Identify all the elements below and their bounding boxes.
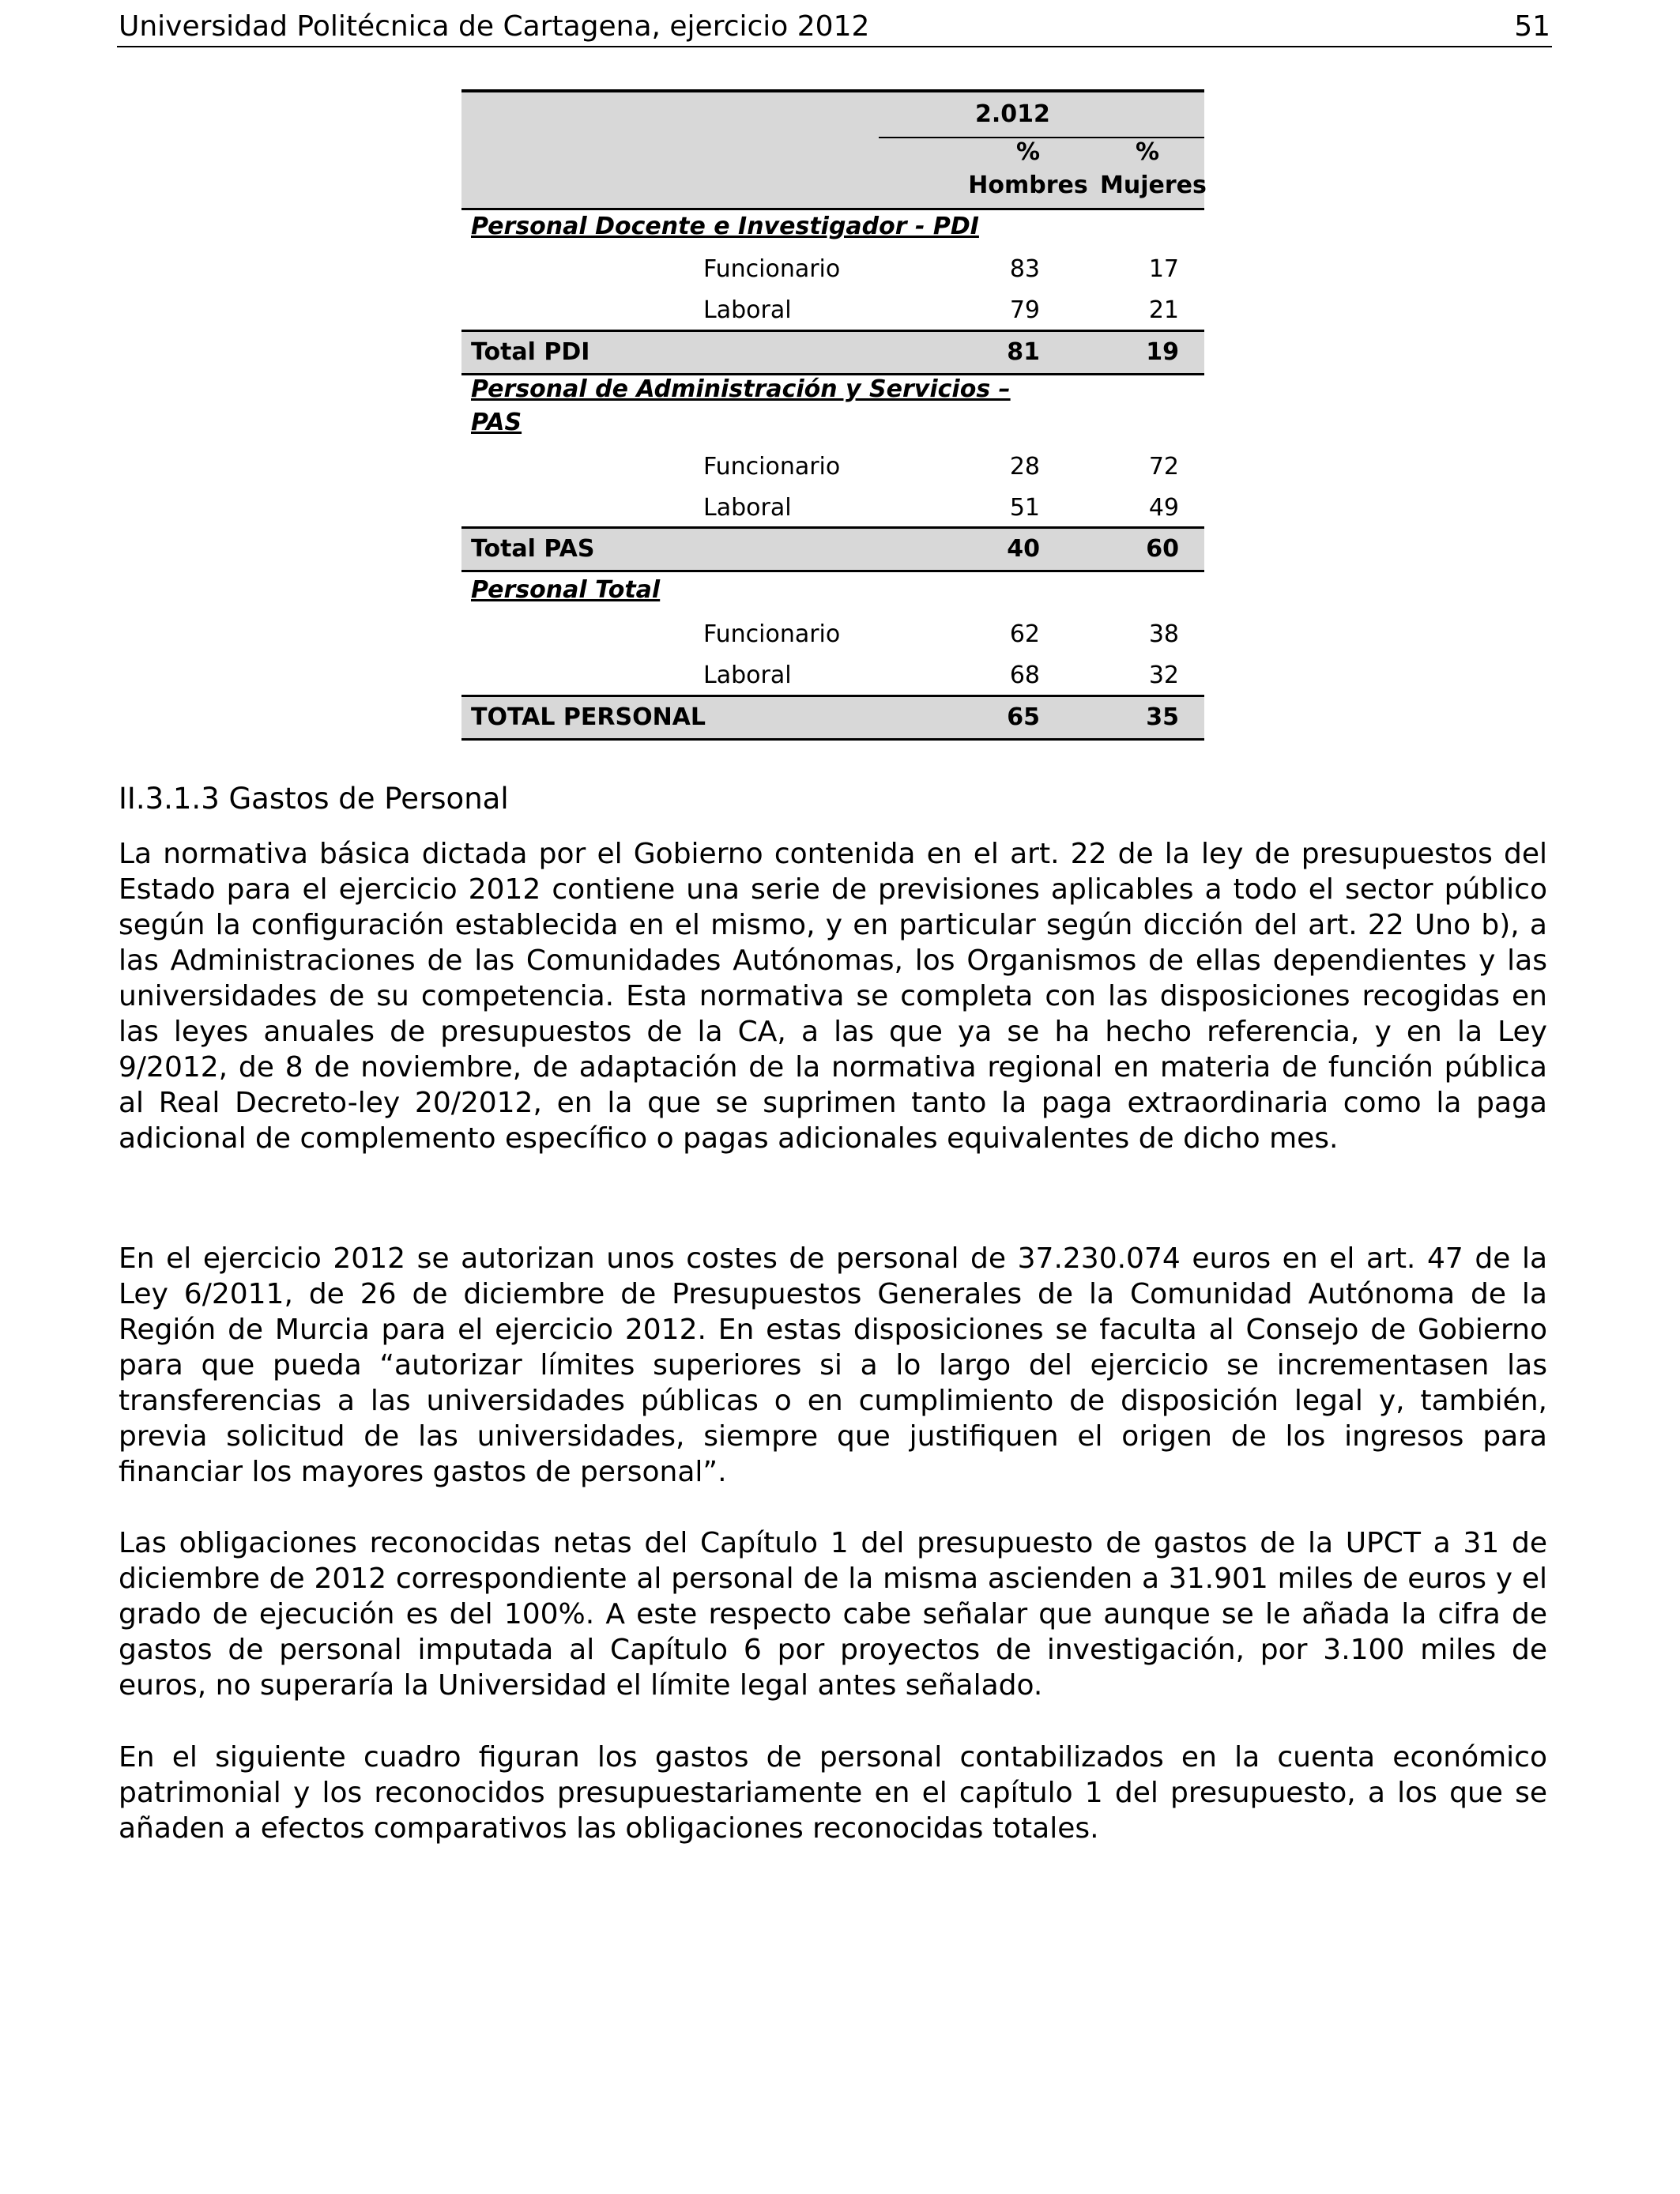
row-label: Funcionario [703,620,841,648]
page-header [117,8,1552,47]
section-pas-title-cont: PAS [471,409,522,436]
section-heading: II.3.1.3 Gastos de Personal [119,782,509,816]
table-row [461,486,1204,527]
value-hombres: 51 [1009,494,1040,522]
value-mujeres: 72 [1148,453,1179,481]
total-hombres: 81 [1007,338,1040,366]
table-row [461,445,1204,486]
total-mujeres: 60 [1146,535,1179,563]
value-mujeres: 17 [1148,255,1179,283]
total-hombres: 40 [1007,535,1040,563]
col-mujeres-label: Mujeres [1100,172,1207,199]
value-hombres: 28 [1009,453,1040,481]
value-hombres: 62 [1009,620,1040,648]
paragraph-1: La normativa básica dictada por el Gobierno contenida en el art. 22 de la ley de presupuestos del Estado para el ejercicio 2012 contiene una serie de previsiones aplicables a todo el sector público según la configuración establecida en el mismo, y en particular según dicción del art. 22 Uno b), a las Administraciones de las Comunidades Autónomas, los Organismos de ellas dependientes y las universidades de su competencia. Esta normativa se completa con las disposiciones recogidas en las leyes anuales de presupuestos de la CA, a las que ya se ha hecho referencia, y en la Ley 9/2012, de 8 de noviembre, de adaptación de la normativa regional en materia de función pública al Real Decreto-ley 20/2012, en la que se suprimen tanto la paga extraordinaria como la paga adicional de complemento específico o pagas adicionales equivalentes de dicho mes. [119,838,1547,1155]
col-hombres-label: Hombres [968,172,1088,199]
value-mujeres: 38 [1148,620,1179,648]
table-row [461,613,1204,654]
value-hombres: 79 [1009,296,1040,324]
value-hombres: 68 [1009,662,1040,689]
table-row [461,247,1204,288]
total-label: TOTAL PERSONAL [471,703,706,731]
total-row [461,330,1204,375]
value-mujeres: 49 [1148,494,1179,522]
row-label: Laboral [703,662,792,689]
section-pas-title: Personal de Administración y Servicios – [471,375,1011,403]
total-mujeres: 19 [1146,338,1179,366]
total-label: Total PAS [471,535,595,563]
paragraph-4: En el siguiente cuadro figuran los gastos de personal contabilizados en la cuenta económico patrimonial y los reconocidos presupuestariamente en el capítulo 1 del presupuesto, a los que se añaden a efectos comparativos las obligaciones reconocidas totales. [119,1741,1547,1845]
row-label: Funcionario [703,255,841,283]
grand-total-row [461,695,1204,741]
page-number: 51 [1514,10,1550,43]
total-row [461,526,1204,572]
section-pas [461,375,1204,445]
total-hombres: 65 [1007,703,1040,731]
section-personal-total [461,573,1204,613]
section-pdi [461,208,1204,247]
section-pdi-title: Personal Docente e Investigador - PDI [471,213,979,240]
value-hombres: 83 [1009,255,1040,283]
header-title: Universidad Politécnica de Cartagena, ejercicio 2012 [119,10,870,43]
total-label: Total PDI [471,338,590,366]
value-mujeres: 21 [1148,296,1179,324]
paragraph-2: En el ejercicio 2012 se autorizan unos costes de personal de 37.230.074 euros en el art. 47 de la Ley 6/2011, de 26 de diciembre de Presupuestos Generales de la Comunidad Autónoma de la Región de Murcia para el ejercicio 2012. En estas disposiciones se faculta al Consejo de Gobierno para que pueda “autorizar límites superiores si a lo largo del ejercicio se incrementasen las transferencias a las universidades públicas o en cumplimiento de disposición legal y, también, previa solicitud de las universidades, siempre que justifiquen el origen de los ingresos para financiar los mayores gastos de personal”. [119,1242,1547,1488]
col-mujeres-pct: % [1135,138,1160,166]
value-mujeres: 32 [1148,662,1179,689]
total-mujeres: 35 [1146,703,1179,731]
table-header [461,89,1207,210]
table-row [461,288,1204,330]
paragraph-3: Las obligaciones reconocidas netas del Capítulo 1 del presupuesto de gastos de la UPCT a 31 de diciembre de 2012 correspondiente al personal de la misma ascienden a 31.901 miles de euros y el grado de ejecución es del 100%. A este respecto cabe señalar que aunque se le añada la cifra de gastos de personal imputada al Capítulo 6 por proyectos de investigación, por 3.100 miles de euros, no superaría la Universidad el límite legal antes señalado. [119,1527,1547,1702]
table-row [461,654,1204,695]
row-label: Laboral [703,296,792,324]
col-hombres-pct: % [1015,138,1041,166]
section-personal-total-title: Personal Total [471,576,661,604]
row-label: Funcionario [703,453,841,481]
row-label: Laboral [703,494,792,522]
year-header: 2.012 [975,100,1050,128]
